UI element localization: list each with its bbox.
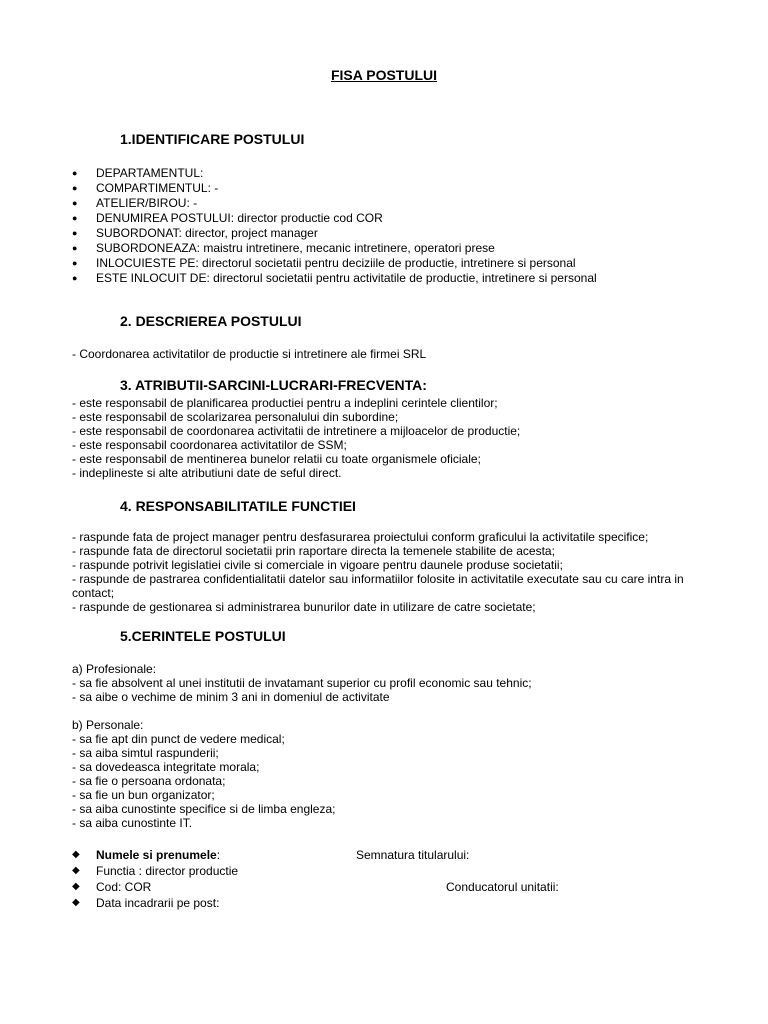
section-5-heading: 5.CERINTELE POSTULUI — [120, 628, 286, 644]
titular-signature-label: Semnatura titularului: — [356, 848, 470, 862]
subsection-label: b) Personale: — [72, 718, 144, 732]
list-item: - sa aibe o vechime de minim 3 ani in domeniul de activitate — [72, 690, 390, 704]
list-item: - este responsabil de scolarizarea personalului din subordine; — [72, 410, 399, 424]
list-item: - este responsabil coordonarea activitatilor de SSM; — [72, 438, 347, 452]
diamond-bullet-icon: ◆ — [72, 865, 80, 876]
list-item: - este responsabil de mentinerea bunelor relatii cu toate organismele oficiale; — [72, 452, 481, 466]
bullet-icon: ● — [72, 183, 78, 193]
section-5-professional — [72, 662, 532, 704]
list-item: - raspunde de pastrarea confidentialitatii datelor sau informatiilor folosite in activitatile executate sau cu care intra in — [72, 572, 684, 586]
list-item: - sa fie o persoana ordonata; — [72, 774, 226, 788]
section-1-heading: 1.IDENTIFICARE POSTULUI — [120, 131, 305, 147]
bullet-icon: ● — [72, 228, 78, 238]
list-item: - sa fie apt din punct de vedere medical; — [72, 732, 285, 746]
diamond-bullet-icon: ◆ — [72, 881, 80, 892]
section-4-heading: 4. RESPONSABILITATILE FUNCTIEI — [120, 498, 356, 514]
cod-label: Cod: COR — [96, 880, 152, 894]
list-item: - raspunde fata de directorul societatii prin raportare directa la temenele stabilite de acesta; — [72, 544, 555, 558]
list-item: - sa aiba cunostinte specifice si de limba engleza; — [72, 802, 336, 816]
page-title: FISA POSTULUI — [330, 67, 438, 83]
list-item: - sa aiba simtul raspunderii; — [72, 746, 219, 760]
section-3-list — [72, 396, 520, 480]
section-3-heading: 3. ATRIBUTII-SARCINI-LUCRARI-FRECVENTA: — [120, 377, 427, 393]
date-label: Data incadrarii pe post: — [96, 896, 220, 910]
list-item: - sa fie absolvent al unei institutii de invatamant superior cu profil economic sau tehnic; — [72, 676, 532, 690]
list-item: contact; — [72, 586, 115, 600]
bullet-icon: ● — [72, 213, 78, 223]
list-item: - raspunde de gestionarea si administrarea bunurilor date in utilizare de catre societate; — [72, 600, 536, 614]
list-item: - este responsabil de coordonarea activitatii de intretinere a mijloacelor de productie; — [72, 424, 521, 438]
bullet-icon: ● — [72, 243, 78, 253]
bullet-icon: ● — [72, 168, 78, 178]
list-item: - sa dovedeasca integritate morala; — [72, 760, 260, 774]
subsection-label: a) Profesionale: — [72, 662, 157, 676]
section-2-text: - Coordonarea activitatilor de productie si intretinere ale firmei SRL — [72, 347, 427, 361]
name-label: Numele si prenumele — [96, 848, 217, 862]
list-item: - raspunde fata de project manager pentru desfasurarea proiectului conform graficului la activitatile specifice; — [72, 530, 649, 544]
list-item: - indeplineste si alte atributiuni date de seful direct. — [72, 466, 342, 480]
bullet-icon: ● — [72, 273, 78, 283]
section-2-heading: 2. DESCRIEREA POSTULUI — [120, 313, 302, 329]
bullet-icon: ● — [72, 258, 78, 268]
list-item: - sa fie un bun organizator; — [72, 788, 215, 802]
function-label: Functia : director productie — [96, 864, 239, 878]
section-5-personal — [72, 718, 335, 830]
diamond-bullet-icon: ◆ — [72, 897, 80, 908]
diamond-bullet-icon: ◆ — [72, 849, 80, 860]
conducator-signature-label: Conducatorul unitatii: — [446, 880, 559, 894]
bullet-icon: ● — [72, 198, 78, 208]
list-item: - sa aiba cunostinte IT. — [72, 816, 193, 830]
list-item: - este responsabil de planificarea productiei pentru a indeplini cerintele clientilor; — [72, 396, 498, 410]
list-item: - raspunde potrivit legislatiei civile si comerciale in vigoare pentru daunele produse societatii; — [72, 558, 563, 572]
section-4-list — [72, 530, 684, 614]
